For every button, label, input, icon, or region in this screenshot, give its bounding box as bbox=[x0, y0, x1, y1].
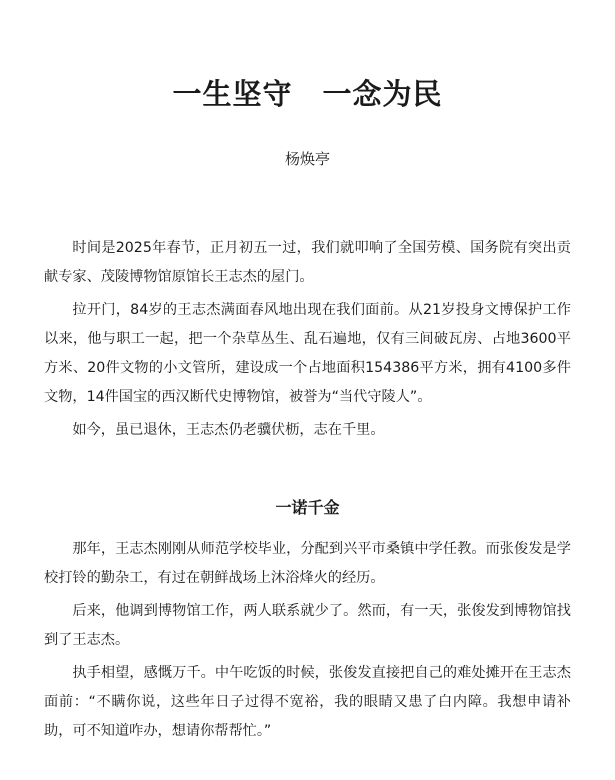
paragraph: 拉开门，84岁的王志杰满面春风地出现在我们面前。从21岁投身文博保护工作以来，他与职工一起，把一个杂草丛生、乱石遍地，仅有三间破瓦房、占地3600平方米、20件文物的小文管所，建设成一个占地面积154386平方米，拥有4100多件文物，14件国宝的西汉断代史博物馆，被誉为“当代守陵人”。 bbox=[44, 302, 571, 405]
section-heading: 一诺千金 bbox=[275, 498, 340, 517]
article-title: 一生坚守 一念为民 bbox=[172, 77, 443, 111]
paragraph: 执手相望，感慨万千。中午吃饭的时候，张俊发直接把自己的难处摊开在王志杰面前：“不瞒你说，这些年日子过得不宽裕，我的眼睛又患了白内障。我想申请补助，可不知道咋办，想请你帮帮忙。” bbox=[44, 665, 571, 739]
paragraph: 如今，虽已退休，王志杰仍老骥伏枥，志在千里。 bbox=[72, 422, 385, 438]
section-body bbox=[44, 535, 571, 750]
paragraph: 后来，他调到博物馆工作，两人联系就少了。然而，有一天，张俊发到博物馆找到了王志杰。 bbox=[44, 603, 571, 648]
intro-body bbox=[44, 234, 571, 449]
article-author: 杨焕亭 bbox=[284, 150, 330, 168]
paragraph: 时间是2025年春节，正月初五一过，我们就叩响了全国劳模、国务院有突出贡献专家、茂陵博物馆原馆长王志杰的屋门。 bbox=[44, 240, 571, 285]
paragraph: 那年，王志杰刚刚从师范学校毕业，分配到兴平市桑镇中学任教。而张俊发是学校打铃的勤杂工，有过在朝鲜战场上沐浴烽火的经历。 bbox=[44, 541, 571, 586]
